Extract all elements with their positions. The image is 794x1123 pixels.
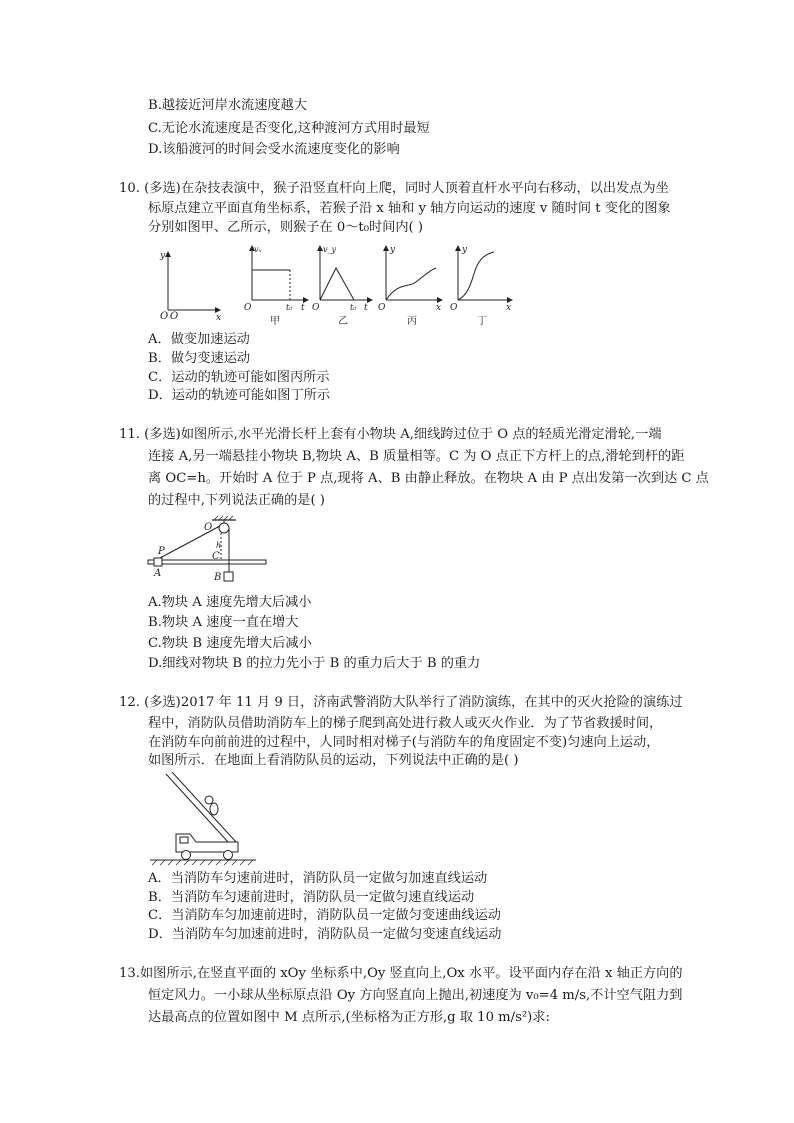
q10-stem-line-2: 标原点建立平面直角坐标系，若猴子沿 x 轴和 y 轴方向运动的速度 v 随时间 t 变化的图象 [148, 201, 671, 216]
q11-stem-line-4: 的过程中,下列说法正确的是( ) [148, 493, 325, 508]
q10-yi-vy-label: v_y [323, 245, 337, 254]
q11-figure [140, 514, 270, 588]
q11-label-p: P [158, 546, 165, 557]
q12-option-c: C．当消防车匀加速前进时，消防队员一定做匀变速曲线运动 [148, 908, 501, 923]
q12-figure [148, 772, 258, 868]
q12-stem-line-3: 在消防车向前前进的过程中，人同时相对梯子(与消防车的角度固定不变)匀速向上运动， [148, 735, 660, 750]
q10-caption-yi: 乙 [338, 316, 348, 327]
q10-caption-bing: 丙 [407, 316, 417, 327]
q10-jia-t-label: t [301, 303, 305, 313]
q10-stem-line-3: 分别如图甲、乙所示，则猴子在 0～t₀时间内( ) [148, 220, 424, 235]
q13-stem-line-2: 恒定风力。一小球从坐标原点沿 Oy 方向竖直向上抛出,初速度为 v₀=4 m/s,不计空气阻力到 [148, 988, 683, 1003]
q10-option-b: B．做匀变速运动 [148, 351, 251, 366]
q12-stem-line-2: 程中，消防队员借助消防车上的梯子爬到高处进行救人或灭火作业．为了节省救援时间， [148, 716, 663, 731]
q11-stem-line-1: 11. (多选)如图所示,水平光滑长杆上套有小物块 A,细线跨过位于 O 点的轻质光滑定滑轮,一端 [119, 427, 662, 442]
q12-fire-truck [176, 834, 238, 860]
q10-stem-line-1: 10. (多选)在杂技表演中，猴子沿竖直杆向上爬，同时人顶着直杆水平向右移动，以出发点为坐 [119, 181, 669, 196]
q9-option-d: D.该船渡河的时间会受水流速度变化的影响 [148, 142, 400, 157]
q10-ding-origin: O [450, 303, 458, 313]
q11-rod [148, 560, 266, 564]
q11-option-d: D.细线对物块 B 的拉力先小于 B 的重力后大于 B 的重力 [148, 656, 481, 671]
q11-pulley [219, 523, 229, 533]
q10-ding-y-label: y [462, 245, 468, 255]
q10-ding-x-label: x [506, 303, 512, 313]
q10-graph-yi [312, 245, 372, 327]
q10-fig1-y-label: y [160, 251, 166, 261]
q10-axes-blank [159, 251, 221, 323]
q12-ground [150, 860, 256, 865]
q10-yi-origin: O [312, 303, 320, 313]
q12-option-a: A．当消防车匀速前进时，消防队员一定做匀加速直线运动 [148, 871, 488, 886]
q10-option-c: C．运动的轨迹可能如图丙所示 [148, 370, 330, 385]
q11-stem-line-2: 连接 A,另一端悬挂小物块 B,物块 A、B 质量相等。C 为 O 点正下方杆上的点,滑轮到杆的距 [148, 449, 685, 464]
q11-option-b: B.物块 A 速度一直在增大 [148, 615, 299, 630]
q10-figure [140, 238, 520, 328]
q10-graph-jia [244, 245, 308, 327]
q11-option-a: A.物块 A 速度先增大后减小 [148, 595, 312, 610]
q11-option-c: C.物块 B 速度先增大后减小 [148, 636, 312, 651]
q10-option-a: A．做变加速运动 [148, 332, 250, 347]
q10-caption-jia: 甲 [270, 316, 280, 327]
q10-fig1-origin: O [170, 311, 179, 322]
q10-caption-ding: 丁 [477, 316, 487, 327]
q12-ladder [166, 772, 236, 842]
q12-option-d: D．当消防车匀加速前进时，消防队员一定做匀变速直线运动 [148, 927, 502, 942]
q10-option-d: D．运动的轨迹可能如图丁所示 [148, 388, 331, 403]
q11-block-a [154, 558, 162, 566]
q11-stem-line-3: 离 OC=h。开始时 A 位于 P 点,现将 A、B 由静止释放。在物块 A 由 P 点出发第一次到达 C 点 [148, 471, 709, 486]
q11-block-b [224, 572, 233, 581]
q9-option-c: C.无论水流速度是否变化,这种渡河方式用时最短 [148, 121, 430, 136]
q10-bing-y-label: y [390, 245, 396, 255]
q10-bing-x-label: x [436, 303, 442, 313]
q13-stem-line-3: 达最高点的位置如图中 M 点所示,(坐标格为正方形,g 取 10 m/s²)求: [148, 1010, 550, 1025]
q10-graph-bing [378, 245, 442, 327]
q12-stem-line-1: 12. (多选)2017 年 11 月 9 日，济南武警消防大队举行了消防演练，在其中的灭火抢险的演练过 [119, 695, 683, 710]
q10-jia-vx-label: vₓ [254, 245, 262, 254]
q12-firefighter [205, 796, 218, 815]
q10-bing-origin: O [378, 303, 386, 313]
q10-yi-t0: t₀ [350, 303, 357, 312]
q10-graph-ding [450, 245, 512, 327]
q11-label-a: A [154, 568, 162, 579]
q10-fig1-cross-mark: O [160, 311, 169, 322]
q10-jia-origin: O [244, 303, 252, 313]
q9-option-b: B.越接近河岸水流速度越大 [148, 98, 307, 113]
q12-stem-line-4: 如图所示．在地面上看消防队员的运动，下列说法中正确的是( ) [148, 753, 519, 768]
q11-label-o: O [204, 522, 213, 533]
q11-label-c: C [212, 551, 220, 562]
q13-stem-line-1: 13.如图所示,在竖直平面的 xOy 坐标系中,Oy 竖直向上,Ox 水平。设平面内存在沿 x 轴正方向的 [119, 966, 683, 981]
q10-fig1-x-label: x [216, 313, 222, 323]
q11-label-h: h [216, 541, 222, 550]
q12-option-b: B．当消防车匀速前进时，消防队员一定做匀速直线运动 [148, 890, 475, 905]
q11-label-b: B [214, 572, 222, 583]
q10-yi-t-label: t [364, 303, 368, 313]
q10-jia-t0: t₀ [286, 303, 293, 312]
